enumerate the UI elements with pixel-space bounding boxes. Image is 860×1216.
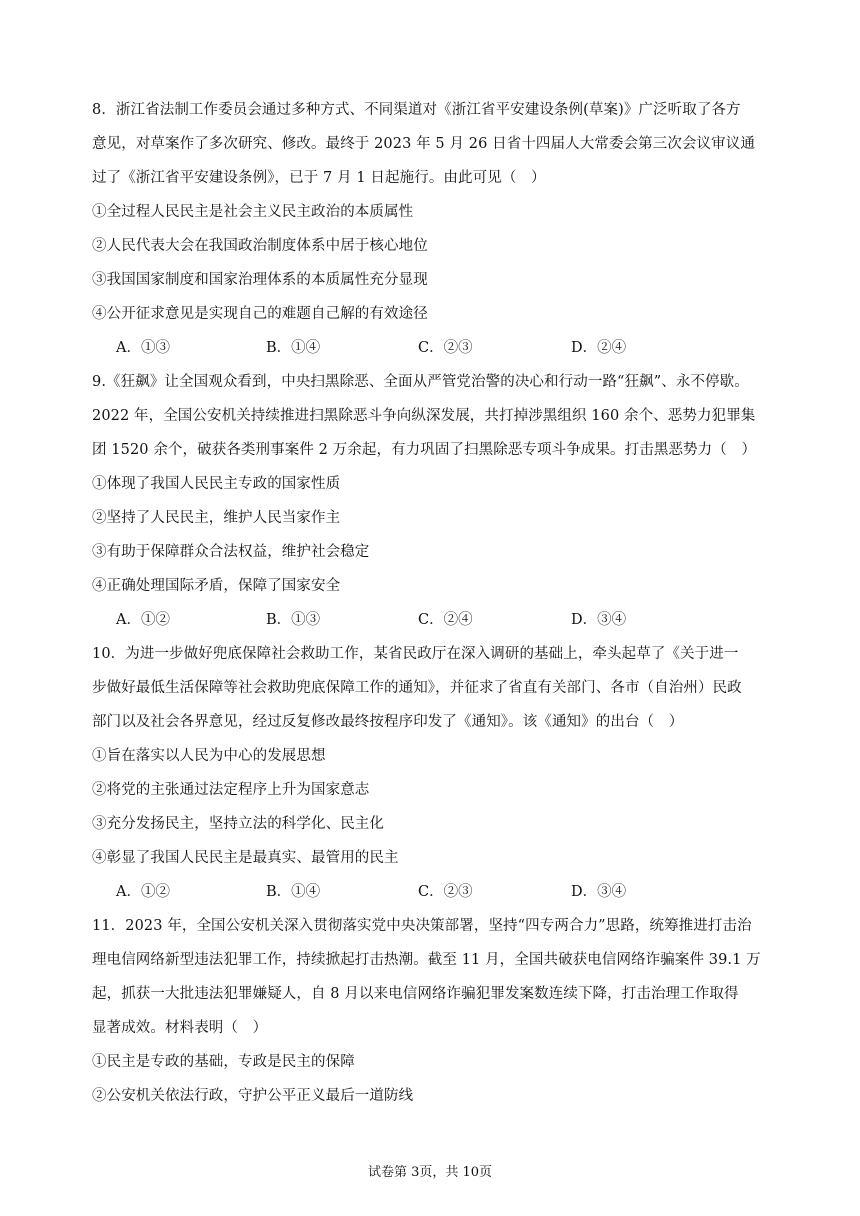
statement-option: ③有助于保障群众合法权益，维护社会稳定 bbox=[92, 544, 370, 560]
statement-option: ④正确处理国际矛盾，保障了国家安全 bbox=[92, 578, 341, 594]
choice-a: A．①② bbox=[116, 612, 170, 628]
page-footer: 试卷第 3页，共 10页 bbox=[367, 1165, 493, 1180]
statement-option: ③充分发扬民主，坚持立法的科学化、民主化 bbox=[92, 816, 384, 832]
choice-c: C．②③ bbox=[418, 884, 473, 900]
question-stem-line: 过了《浙江省平安建设条例》，已于 7 月 1 日起施行。由此可见（ ） bbox=[92, 170, 546, 186]
choice-a: A．①② bbox=[116, 884, 170, 900]
statement-option: ①体现了我国人民民主专政的国家性质 bbox=[92, 476, 341, 492]
question-stem-line: 步做好最低生活保障等社会救助兜底保障工作的通知》，并征求了省直有关部门、各市（自治州）民政 bbox=[92, 680, 742, 696]
question-11 bbox=[92, 909, 782, 1113]
question-stem-line: 起，抓获一大批违法犯罪嫌疑人，自 8 月以来电信网络诈骗犯罪发案数连续下降，打击治理工作取得 bbox=[92, 986, 739, 1002]
question-list bbox=[92, 93, 782, 1113]
choice-c: C．②③ bbox=[418, 340, 473, 356]
question-stem-line: 9.《狂飙》让全国观众看到，中央扫黑除恶、全面从严管党治警的决心和行动一路“狂飙”、永不停歇。 bbox=[92, 374, 749, 390]
statement-option: ②坚持了人民民主，维护人民当家作主 bbox=[92, 510, 341, 526]
question-stem-line: 意见，对草案作了多次研究、修改。最终于 2023 年 5 月 26 日省十四届人大常委会第三次会议审议通 bbox=[92, 136, 755, 152]
question-9 bbox=[92, 365, 782, 637]
question-stem-line: 部门以及社会各界意见，经过反复修改最终按程序印发了《通知》。该《通知》的出台（ ） bbox=[92, 714, 684, 730]
choice-d: D．②④ bbox=[571, 340, 627, 356]
question-stem-line: 10．为进一步做好兜底保障社会救助工作，某省民政厅在深入调研的基础上，牵头起草了《关于进一 bbox=[92, 646, 739, 662]
statement-option: ①民主是专政的基础，专政是民主的保障 bbox=[92, 1054, 355, 1070]
choice-b: B．①④ bbox=[266, 884, 321, 900]
choice-d: D．③④ bbox=[571, 884, 627, 900]
statement-option: ①全过程人民民主是社会主义民主政治的本质属性 bbox=[92, 204, 414, 220]
question-10 bbox=[92, 637, 782, 909]
statement-option: ②公安机关依法行政，守护公平正义最后一道防线 bbox=[92, 1088, 414, 1104]
choice-c: C．②④ bbox=[418, 612, 473, 628]
question-stem-line: 团 1520 余个，破获各类刑事案件 2 万余起，有力巩固了扫黑除恶专项斗争成果。打击黑恶势力（ ） bbox=[92, 442, 757, 458]
choice-b: B．①③ bbox=[266, 612, 321, 628]
answer-choices bbox=[92, 603, 782, 637]
answer-choices bbox=[92, 875, 782, 909]
statement-option: ②人民代表大会在我国政治制度体系中居于核心地位 bbox=[92, 238, 428, 254]
statement-option: ④彰显了我国人民民主是最真实、最管用的民主 bbox=[92, 850, 399, 866]
choice-b: B．①④ bbox=[266, 340, 321, 356]
question-stem-line: 11．2023 年，全国公安机关深入贯彻落实党中央决策部署，坚持“四专两合力”思路，统筹推进打击治 bbox=[92, 918, 752, 934]
choice-d: D．③④ bbox=[571, 612, 627, 628]
question-stem-line: 8．浙江省法制工作委员会通过多种方式、不同渠道对《浙江省平安建设条例(草案)》广泛听取了各方 bbox=[92, 102, 741, 118]
statement-option: ④公开征求意见是实现自己的难题自己解的有效途径 bbox=[92, 306, 428, 322]
answer-choices bbox=[92, 331, 782, 365]
question-stem-line: 2022 年，全国公安机关持续推进扫黑除恶斗争向纵深发展，共打掉涉黑组织 160 余个、恶势力犯罪集 bbox=[92, 408, 756, 424]
question-8 bbox=[92, 93, 782, 365]
statement-option: ②将党的主张通过法定程序上升为国家意志 bbox=[92, 782, 370, 798]
question-stem-line: 理电信网络新型违法犯罪工作，持续掀起打击热潮。截至 11 月，全国共破获电信网络诈骗案件 39.1 万 bbox=[92, 952, 761, 968]
statement-option: ①旨在落实以人民为中心的发展思想 bbox=[92, 748, 326, 764]
question-stem-line: 显著成效。材料表明（ ） bbox=[92, 1020, 268, 1036]
choice-a: A．①③ bbox=[116, 340, 170, 356]
statement-option: ③我国国家制度和国家治理体系的本质属性充分显现 bbox=[92, 272, 428, 288]
